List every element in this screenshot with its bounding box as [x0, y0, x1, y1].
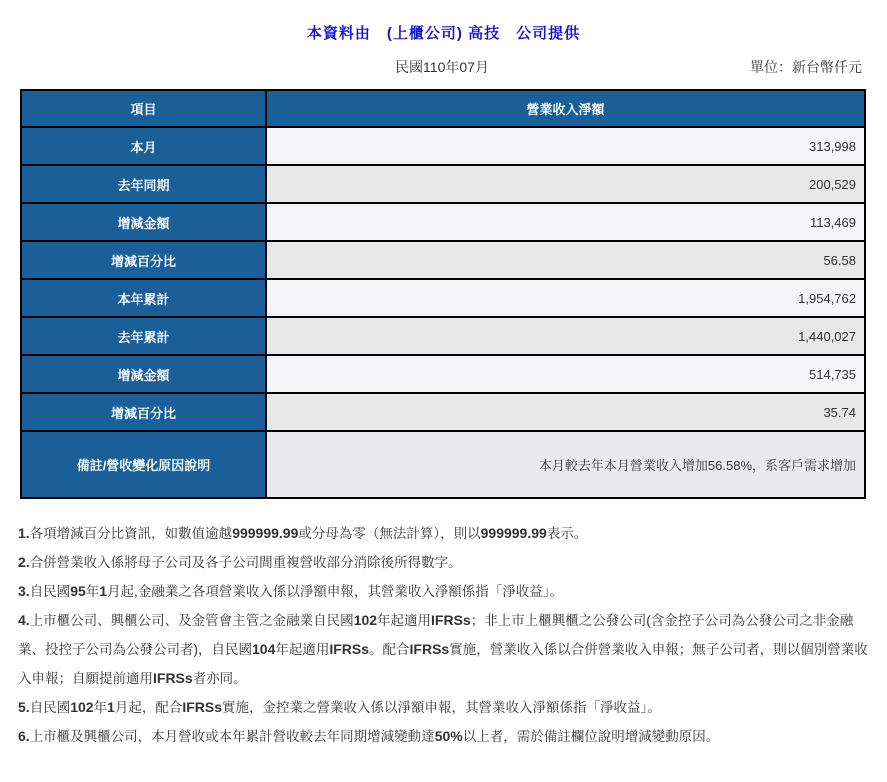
row-value-ytd-last-year: 1,440,027 — [266, 317, 865, 355]
row-label-current-month: 本月 — [21, 127, 266, 165]
row-value-change-percent-ytd: 35.74 — [266, 393, 865, 431]
table-row — [21, 203, 865, 241]
footnote-4: 4.上市櫃公司、興櫃公司、及金管會主管之金融業自民國102年起適用IFRSs；非上市上櫃興櫃之公發公司(含金控子公司為公發公司之非金融業、投控子公司為公發公司者)，自民國104年起適用IFRSs。配合IFRSs實施，營業收入係以合併營業收入申報；無子公司者，則以個別營業收入申報；自願提前適用IFRSs者亦同。 — [18, 612, 868, 686]
footnote-3: 3.自民國95年1月起,金融業之各項營業收入係以淨額申報，其營業收入淨額係指「淨收益」。 — [18, 583, 564, 599]
table-row — [21, 165, 865, 203]
table-row — [21, 241, 865, 279]
row-value-ytd-current: 1,954,762 — [266, 279, 865, 317]
row-value-change-amount-month: 113,469 — [266, 203, 865, 241]
table-row-remark — [21, 431, 865, 498]
table-row — [21, 393, 865, 431]
row-label-change-amount-month: 增減金額 — [21, 203, 266, 241]
col-header-item: 項目 — [21, 90, 266, 127]
footnote-6: 6.上市櫃及興櫃公司，本月營收或本年累計營收較去年同期增減變動達50%以上者，需於備註欄位說明增減變動原因。 — [18, 728, 720, 744]
revenue-table — [20, 89, 866, 499]
col-header-net-revenue: 營業收入淨額 — [266, 90, 865, 127]
row-label-ytd-last-year: 去年累計 — [21, 317, 266, 355]
row-label-remark: 備註/營收變化原因說明 — [21, 431, 266, 498]
row-value-change-amount-ytd: 514,735 — [266, 355, 865, 393]
footnote-5: 5.自民國102年1月起，配合IFRSs實施，金控業之營業收入係以淨額申報，其營業收入淨額係指「淨收益」。 — [18, 699, 661, 715]
row-label-change-percent-ytd: 增減百分比 — [21, 393, 266, 431]
row-value-same-period-last-year: 200,529 — [266, 165, 865, 203]
row-value-change-percent-month: 56.58 — [266, 241, 865, 279]
row-label-change-percent-month: 增減百分比 — [21, 241, 266, 279]
report-period: 民國110年07月 — [395, 59, 489, 75]
provider-title: 本資料由 (上櫃公司) 高技 公司提供 — [306, 25, 581, 42]
footnote-2: 2.合併營業收入係將母子公司及各子公司間重複營收部分消除後所得數字。 — [18, 554, 462, 570]
row-value-current-month: 313,998 — [266, 127, 865, 165]
currency-unit: 單位：新台幣仟元 — [750, 59, 862, 75]
monthly-revenue-report-page — [0, 22, 887, 782]
row-label-same-period-last-year: 去年同期 — [21, 165, 266, 203]
table-row — [21, 127, 865, 165]
table-row — [21, 317, 865, 355]
footnote-1: 1.各項增減百分比資訊，如數值逾越999999.99或分母為零（無法計算），則以999999.99表示。 — [18, 525, 588, 541]
table-row — [21, 279, 865, 317]
table-header-row — [21, 90, 865, 127]
subheader-row — [20, 57, 864, 77]
table-row — [21, 355, 865, 393]
row-value-remark: 本月較去年本月營業收入增加56.58%，系客戶需求增加 — [266, 431, 865, 498]
row-label-change-amount-ytd: 增減金額 — [21, 355, 266, 393]
row-label-ytd-current: 本年累計 — [21, 279, 266, 317]
footnotes — [18, 519, 872, 751]
